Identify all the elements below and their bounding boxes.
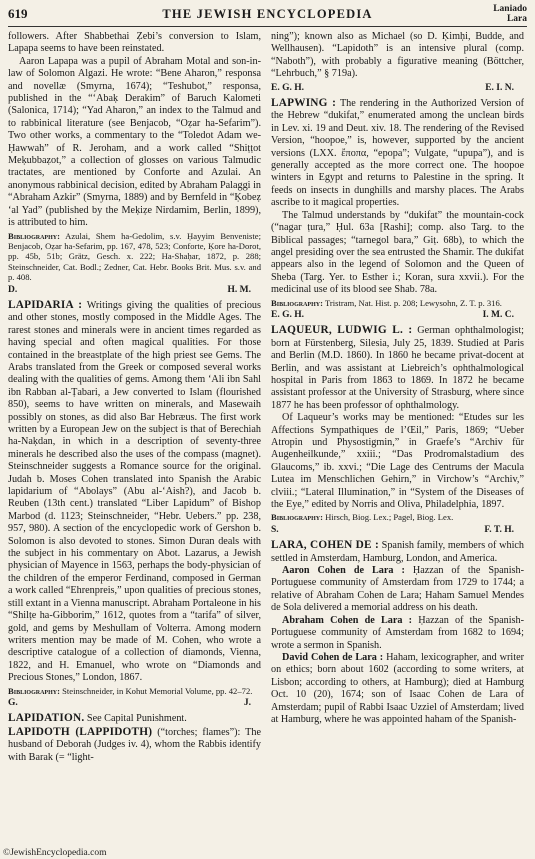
entry-headword: LAPIDATION.	[8, 712, 85, 725]
headword-bottom: Lara	[506, 14, 527, 24]
entry-lapwing	[271, 97, 524, 210]
signature	[271, 82, 524, 94]
entry-text: German ophthalmologist; born at Fürstenberg, Silesia, July 25, 1839. Studied at Paris and Berlin (M.D. 1860). In 1860 he became privat-docent at Berlin, and was assistant at Liebreich’s ophthalmological hospital in Paris from 1863 to 1869. In 1872 he became assistant professor at the University of Strasburg, where since 1877 he has been professor of ophthalmology.	[271, 325, 524, 411]
subentry-headword: Abraham Cohen de Lara :	[282, 614, 413, 626]
headword-top: Laniado	[493, 4, 527, 14]
entry-headword: LAPIDARIA :	[8, 298, 83, 311]
entry-headword: LAPIDOTH (LAPPIDOTH)	[8, 725, 153, 738]
entry-text: (“torches; flames”): The husband of Deborah (Judges iv. 4), whom the Rabbis identify with Barak (= “light-	[8, 726, 261, 763]
entry-text: Writings giving the qualities of precious and other stones, mostly composed in the Middle Ages. The rarest stones and minerals were in ancient times regarded as having special and often magical qualities. For those contained in the breastplate of the high priest see Gems. The Arabs translated from the Greek or composed several works dealing with the qualities of gems. Among them ʻAli ibn Sahl ibn Rabban al-Ṭabari, a Jew converted to Islam (flourished 850), seems to have written on minerals, and Masewaih possibly on stones, as did also Bar Hebræus. The first work written by a European Jew on the subject is that of Berechiah ha-Naḳdan, in which in a description of seventy-three minerals he described also the uses of the compass (magnet). Steinschneider suggests a Romance source for the original. Judah b. Moses Cohen translated into Spanish the Arabic lapidarium of “Abolays” (Abu al-ʻAish?), and Jacob b. Reuben (13th cent.) translated “Liber Lapidum” of Bishop Marbod (d. 1123; Steinschneider, “Hebr. Uebers.” pp. 238, 957, 980). A section of the encyclopedic work of Gershon b. Solomon is also devoted to stones. Simon Duran deals with the subject in his commentary on Abot. Lazarus, a Jewish physician of Mayence in 1563, perhaps the body-physician of the children of the emperor Ferdinand, composed in German a work called “Ehrenpreis,” upon qualities of precious stones, still extant in a Vienna manuscript. Abraham Portaleone in his “Shilṭe ha-Gibborim,” 1612, quotes from a “tarifa” of silver, gold, and gems by Meshullam of Volterra. Among modern writers mention may be made of M. Cohen, who wrote a descriptive catalogue of a collection of diamonds, Vienna, 1822, and H. Emanuel, who wrote on “Diamonds and Precious Stones,” London, 1867.	[8, 299, 261, 684]
entry-headword: LARA, COHEN DE :	[271, 539, 379, 552]
bibliography-label: Bibliography:	[271, 297, 323, 308]
entry-text: See Capital Punishment.	[86, 713, 187, 725]
signature-initials: D.	[8, 284, 18, 295]
entry-lara	[271, 539, 524, 565]
entry-laqueur	[271, 324, 524, 412]
subentry-text: Ḥazzan of the Spanish-Portuguese community of Amsterdam from 1729 to 1744; a relative of Abraham Cohen de Lara; Haham Samuel Mendes de Sola delivered a memorial address on his death.	[271, 565, 525, 614]
left-column	[8, 31, 261, 764]
entry-headword: LAPWING :	[271, 97, 337, 110]
subentry-david	[271, 652, 524, 726]
entry-lapidoth	[8, 726, 261, 764]
bibliography	[8, 231, 261, 283]
bibliography-label: Bibliography:	[8, 230, 60, 241]
signature	[8, 284, 261, 296]
paragraph: followers. After Shabbethai Ẓebi’s conversion to Islam, Lapapa seems to have been reinstated.	[8, 31, 261, 55]
signature-initials: E. G. H.	[271, 82, 304, 93]
entry-lapidation	[8, 712, 261, 725]
bibliography	[8, 686, 261, 696]
entry-headword: LAQUEUR, LUDWIG L. :	[271, 324, 413, 337]
right-column	[271, 31, 524, 764]
running-headword	[493, 4, 527, 24]
page-number: 619	[8, 6, 28, 21]
text-columns	[8, 31, 527, 764]
journal-title: THE JEWISH ENCYCLOPEDIA	[162, 7, 373, 21]
signature-author: I. M. C.	[482, 309, 514, 320]
bibliography-text: Hirsch, Biog. Lex.; Pagel, Biog. Lex.	[325, 512, 454, 523]
paragraph: ning”); known also as Michael (so D. Ḳimḥi, Budde, and Wellhausen). “Lapidoth” is an intensive plural (comp. “Naboth”), with probably a figurative meaning (Böttcher, “Lehrbuch,” § 719a).	[271, 31, 524, 80]
signature-initials: S.	[271, 524, 279, 535]
entry-text: Spanish family, members of which settled in Amsterdam, Hamburg, London, and America.	[271, 540, 525, 564]
paragraph: The Talmud understands by “dukifat” the mountain-cock (“nagar ṭura,” Ḥul. 63a [Rashi]; comp. also Targ. to the Biblical passages; “tarnegol bara,” Giṭ. 68b), to which the angel presiding over the sea entrusted the Shamir. The dukifat appears also in the legend of Solomon and the Queen of Sheba (Targ. Yer. to Esther i.; Koran, sura xxvii.). For the medicinal use of its blood see Shab. 78a.	[271, 209, 524, 296]
bibliography	[271, 298, 524, 308]
bibliography-text: Steinschneider, in Kohut Memorial Volume, pp. 42–72.	[62, 685, 253, 696]
entry-text: The rendering in the Authorized Version of the Hebrew “dukifat,” enumerated among the unclean birds in Lev. xi. 19 and Deut. xiv. 18. The rendering of the Revised Version, “hoopoe,” is, however, supported by the ancient versions (LXX. ἔποπα, “epopa”; Vulgate, “upupa”), and is generally accepted as the more correct one. The hoopoe winters in Egypt and returns to Palestine in the spring. It feeds on insects in dunghills and marshy places. The Arabs ascribe to it magical properties.	[271, 98, 524, 209]
signature-author: F. T. H.	[484, 524, 514, 535]
subentry-text: Ḥazzan of the Spanish-Portuguese community of Amsterdam from 1682 to 1694; wrote a sermon in Spanish.	[271, 614, 524, 651]
signature-author: J.	[243, 697, 251, 708]
bibliography-label: Bibliography:	[271, 512, 323, 523]
page-header	[8, 4, 527, 27]
signature-initials: E. G. H.	[271, 309, 304, 320]
signature	[271, 309, 524, 321]
subentry-aaron	[271, 565, 524, 615]
subentry-abraham	[271, 615, 524, 652]
signature-author: E. I. N.	[485, 82, 514, 93]
subentry-text: Haham, lexicographer, and writer on ethics; born about 1602 (according to some writers, at Lisbon; according to others, at Hamburg); died at Hamburg Oct. 10 (20), 1674; son of Isaac Cohen de Lara of Amsterdam; pupil of Rabbi Isaac Uzziel of Amsterdam; lived at Hamburg, where he was appointed haham of the Spanish-	[271, 651, 525, 725]
bibliography-label: Bibliography:	[8, 685, 60, 696]
copyright-footer: ©JewishEncyclopedia.com	[3, 848, 107, 858]
bibliography-text: Azulai, Shem ha-Gedolim, s.v. Ḥayyim Benveniste; Benjacob, Oẓar ha-Sefarim, pp. 167, 478, 523; Conforte, Ḳore ha-Dorot, pp. 45b, 51b; Grätz, Gesch. x. 222; Ha-Shaḥar, 1872, p. 288; Steinschneider, Cat. Bodl.; Zedner, Cat. Hebr. Books Brit. Mus. s.v. and p. 408.	[8, 230, 261, 283]
entry-lapidaria	[8, 299, 261, 685]
subentry-headword: David Cohen de Lara :	[282, 651, 384, 663]
signature	[8, 697, 261, 709]
signature	[271, 524, 524, 536]
signature-initials: G.	[8, 697, 18, 708]
subentry-headword: Aaron Cohen de Lara :	[282, 565, 405, 577]
paragraph: Aaron Lapapa was a pupil of Abraham Motal and son-in-law of Solomon Algazi. He wrote: “Bene Aharon,” responsa and novellæ (Smyrna, 1674); “Teshubot,” responsa, published in the “ʻAbaḳ Derakim” of Baruch Kalometi (Salonica, 1714); “Yad Aharon,” an index to the Talmud and to rabbinical literature (see Benjacob, “Oẓar ha-Sefarim”). Two other works, a commentary to the “Toledot Adam we-Ḥawwah” of R. Jeroham, and a work called “Shiṭṭot Meḳubbaẓot,” a collection of glosses on various Talmudic tractates, are mentioned by Conforte and Azulai. An anonymous rabbinical decision, edited by Abraham Palaggi in “Abraham Azkir” (Smyrna, 1889) and by Bernfeld in “Ḳobeẓ ʻal Yad” (published by the Meḳiẓe Nirdamim, Berlin, 1899), is attributed to him.	[8, 55, 261, 229]
signature-author: H. M.	[227, 284, 251, 295]
paragraph: Of Laqueur’s works may be mentioned: “Etudes sur les Affections Sympathiques de l’Œil,” Paris, 1869; “Ueber Atropin und Physostigmin,” in Graefe’s “Archiv für Augenheilkunde,” xxiii.; “Das Prodromalstadium des Glaucoms,” ib. xxvi.; “Die Lage des Centrums der Macula Lutea im Menschlichen Gehirn,” in Virchow’s “Archiv,” clviii.; “Lateral Illumination,” in “System of the Diseases of the Eye,” edited by Norris and Oliva, Philadelphia, 1897.	[271, 412, 524, 511]
bibliography	[271, 512, 524, 522]
bibliography-text: Tristram, Nat. Hist. p. 208; Lewysohn, Z. T. p. 316.	[324, 297, 502, 308]
